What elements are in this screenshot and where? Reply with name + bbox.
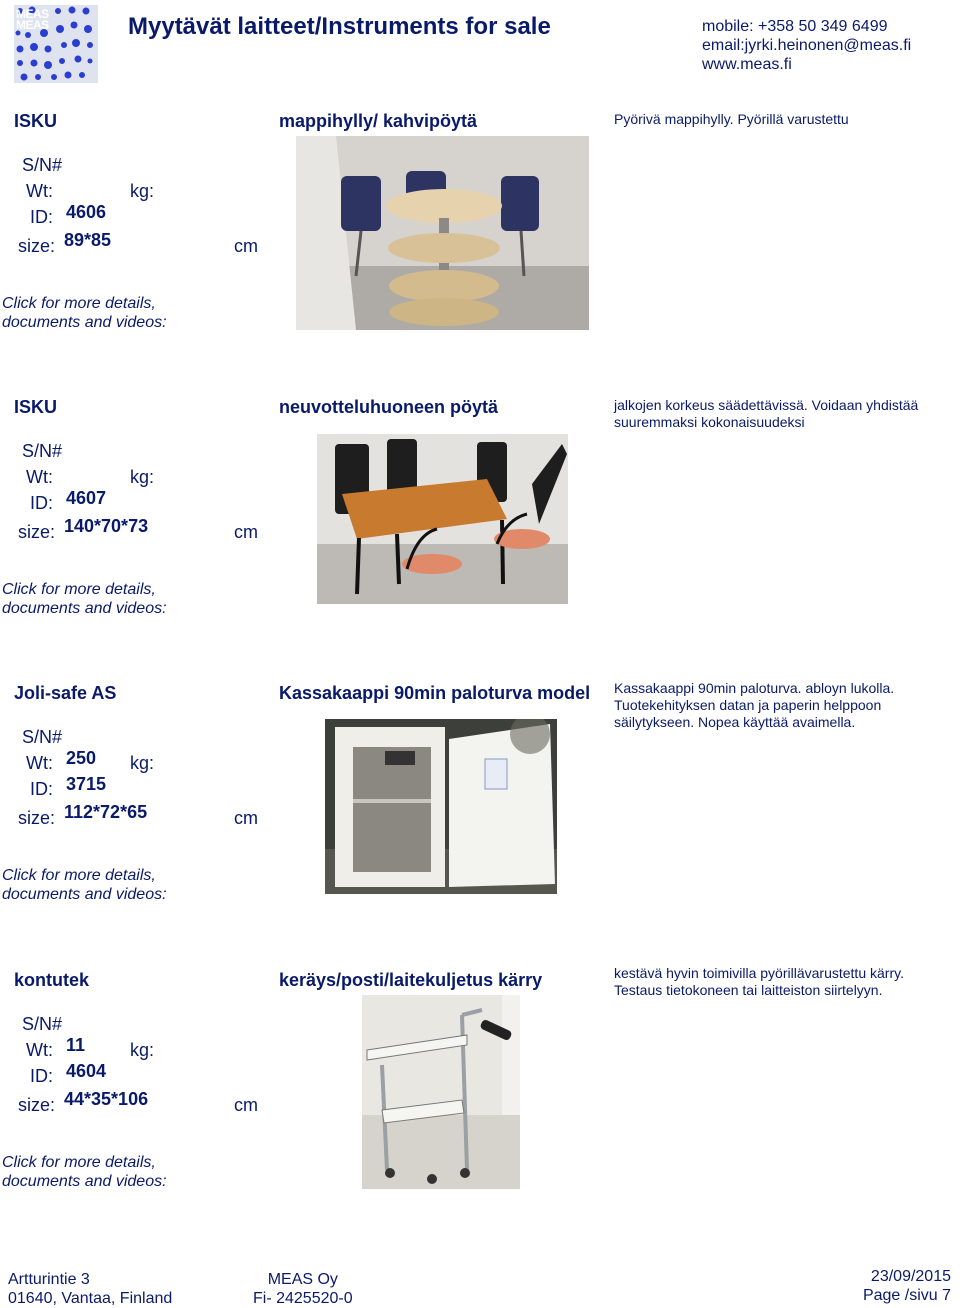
item-card [0, 680, 960, 969]
contact-email[interactable]: email:jyrki.heinonen@meas.fi [702, 37, 912, 54]
footer-company [253, 1270, 353, 1308]
more-details-line1: Click for more details, [2, 295, 156, 312]
product-photo[interactable] [296, 136, 589, 330]
item-description: jalkojen korkeus säädettävissä. Voidaan yhdistää suuremmaksi kokonaisuudeksi [614, 397, 919, 430]
sn-label: S/N# [22, 727, 63, 747]
kg-label: kg: [130, 1040, 155, 1060]
page-title: Myytävät laitteet/Instruments for sale [128, 13, 551, 40]
id-label: ID: [30, 1066, 54, 1086]
item-maker: Joli-safe AS [14, 683, 117, 703]
item-name: Kassakaappi 90min paloturva model [279, 683, 591, 703]
item-maker: ISKU [14, 397, 58, 417]
cm-label: cm [234, 1095, 258, 1115]
more-details-line2: documents and videos: [2, 886, 167, 903]
sn-label: S/N# [22, 155, 63, 175]
id-label: ID: [30, 493, 54, 513]
kg-label: kg: [130, 467, 155, 487]
kg-label: kg: [130, 753, 155, 773]
item-maker: ISKU [14, 111, 58, 131]
more-details-line2: documents and videos: [2, 600, 167, 617]
item-name: mappihylly/ kahvipöytä [279, 111, 478, 131]
footer-business-id: Fi- 2425520-0 [253, 1290, 353, 1307]
wt-value: 11 [66, 1035, 86, 1055]
more-details-line1: Click for more details, [2, 867, 156, 884]
id-value: 3715 [66, 774, 107, 794]
item-description: kestävä hyvin toimivilla pyörillävarustettu kärry. Testaus tietokoneen tai laitteiston siirtelyyn. [614, 965, 904, 998]
more-details-link[interactable] [2, 294, 167, 332]
item-name: neuvotteluhuoneen pöytä [279, 397, 499, 417]
cm-label: cm [234, 522, 258, 542]
item-card [0, 965, 960, 1256]
footer-page-info [863, 1267, 951, 1305]
footer-address-line2: 01640, Vantaa, Finland [8, 1290, 173, 1307]
id-value: 4604 [66, 1061, 107, 1081]
product-photo[interactable] [325, 719, 557, 894]
more-details-link[interactable] [2, 866, 167, 904]
size-value: 140*70*73 [64, 516, 149, 536]
item-description: Pyörivä mappihylly. Pyörillä varustettu [614, 111, 849, 127]
meas-logo [14, 5, 98, 83]
footer-address [8, 1270, 172, 1308]
more-details-line1: Click for more details, [2, 581, 156, 598]
size-label: size: [18, 236, 56, 256]
size-value: 89*85 [64, 230, 112, 250]
contact-website[interactable]: www.meas.fi [702, 56, 792, 73]
product-photo[interactable] [317, 434, 568, 604]
shelf-table-image [296, 136, 589, 330]
kg-label: kg: [130, 181, 155, 201]
cart-trolley-image [362, 995, 520, 1189]
sn-label: S/N# [22, 441, 63, 461]
size-label: size: [18, 808, 56, 828]
more-details-line2: documents and videos: [2, 314, 167, 331]
meeting-table-image [317, 434, 568, 604]
id-value: 4606 [66, 202, 107, 222]
id-label: ID: [30, 779, 54, 799]
safe-cabinet-image [325, 719, 557, 894]
wt-value: 250 [66, 748, 97, 768]
item-card [0, 397, 960, 683]
wt-label: Wt: [26, 753, 53, 773]
size-label: size: [18, 1095, 56, 1115]
item-card [0, 111, 960, 397]
footer-address-line1: Artturintie 3 [8, 1271, 90, 1288]
wt-label: Wt: [26, 181, 53, 201]
wt-label: Wt: [26, 467, 53, 487]
more-details-link[interactable] [2, 1153, 167, 1191]
wt-label: Wt: [26, 1040, 53, 1060]
footer-page-number: Page /sivu 7 [862, 1287, 951, 1304]
logo-text-1: MEAS [16, 7, 49, 21]
logo-text-2: MEAS [16, 18, 49, 32]
footer-company-name: MEAS Oy [267, 1271, 338, 1288]
footer-date: 23/09/2015 [870, 1268, 951, 1285]
size-value: 44*35*106 [64, 1089, 149, 1109]
id-value: 4607 [66, 488, 107, 508]
id-label: ID: [30, 207, 54, 227]
size-value: 112*72*65 [64, 802, 148, 822]
size-label: size: [18, 522, 56, 542]
contact-mobile: mobile: +358 50 349 6499 [702, 18, 888, 35]
cm-label: cm [234, 808, 258, 828]
cm-label: cm [234, 236, 258, 256]
item-name: keräys/posti/laitekuljetus kärry [279, 970, 543, 990]
more-details-link[interactable] [2, 580, 167, 618]
more-details-line1: Click for more details, [2, 1154, 156, 1171]
sn-label: S/N# [22, 1014, 63, 1034]
more-details-line2: documents and videos: [2, 1173, 167, 1190]
product-photo[interactable] [362, 995, 520, 1189]
item-maker: kontutek [14, 970, 90, 990]
item-description: Kassakaappi 90min paloturva. abloyn lukolla. Tuotekehityksen datan ja paperin helppoon säilytykseen. Nopea käyttää avaimella. [614, 680, 895, 730]
